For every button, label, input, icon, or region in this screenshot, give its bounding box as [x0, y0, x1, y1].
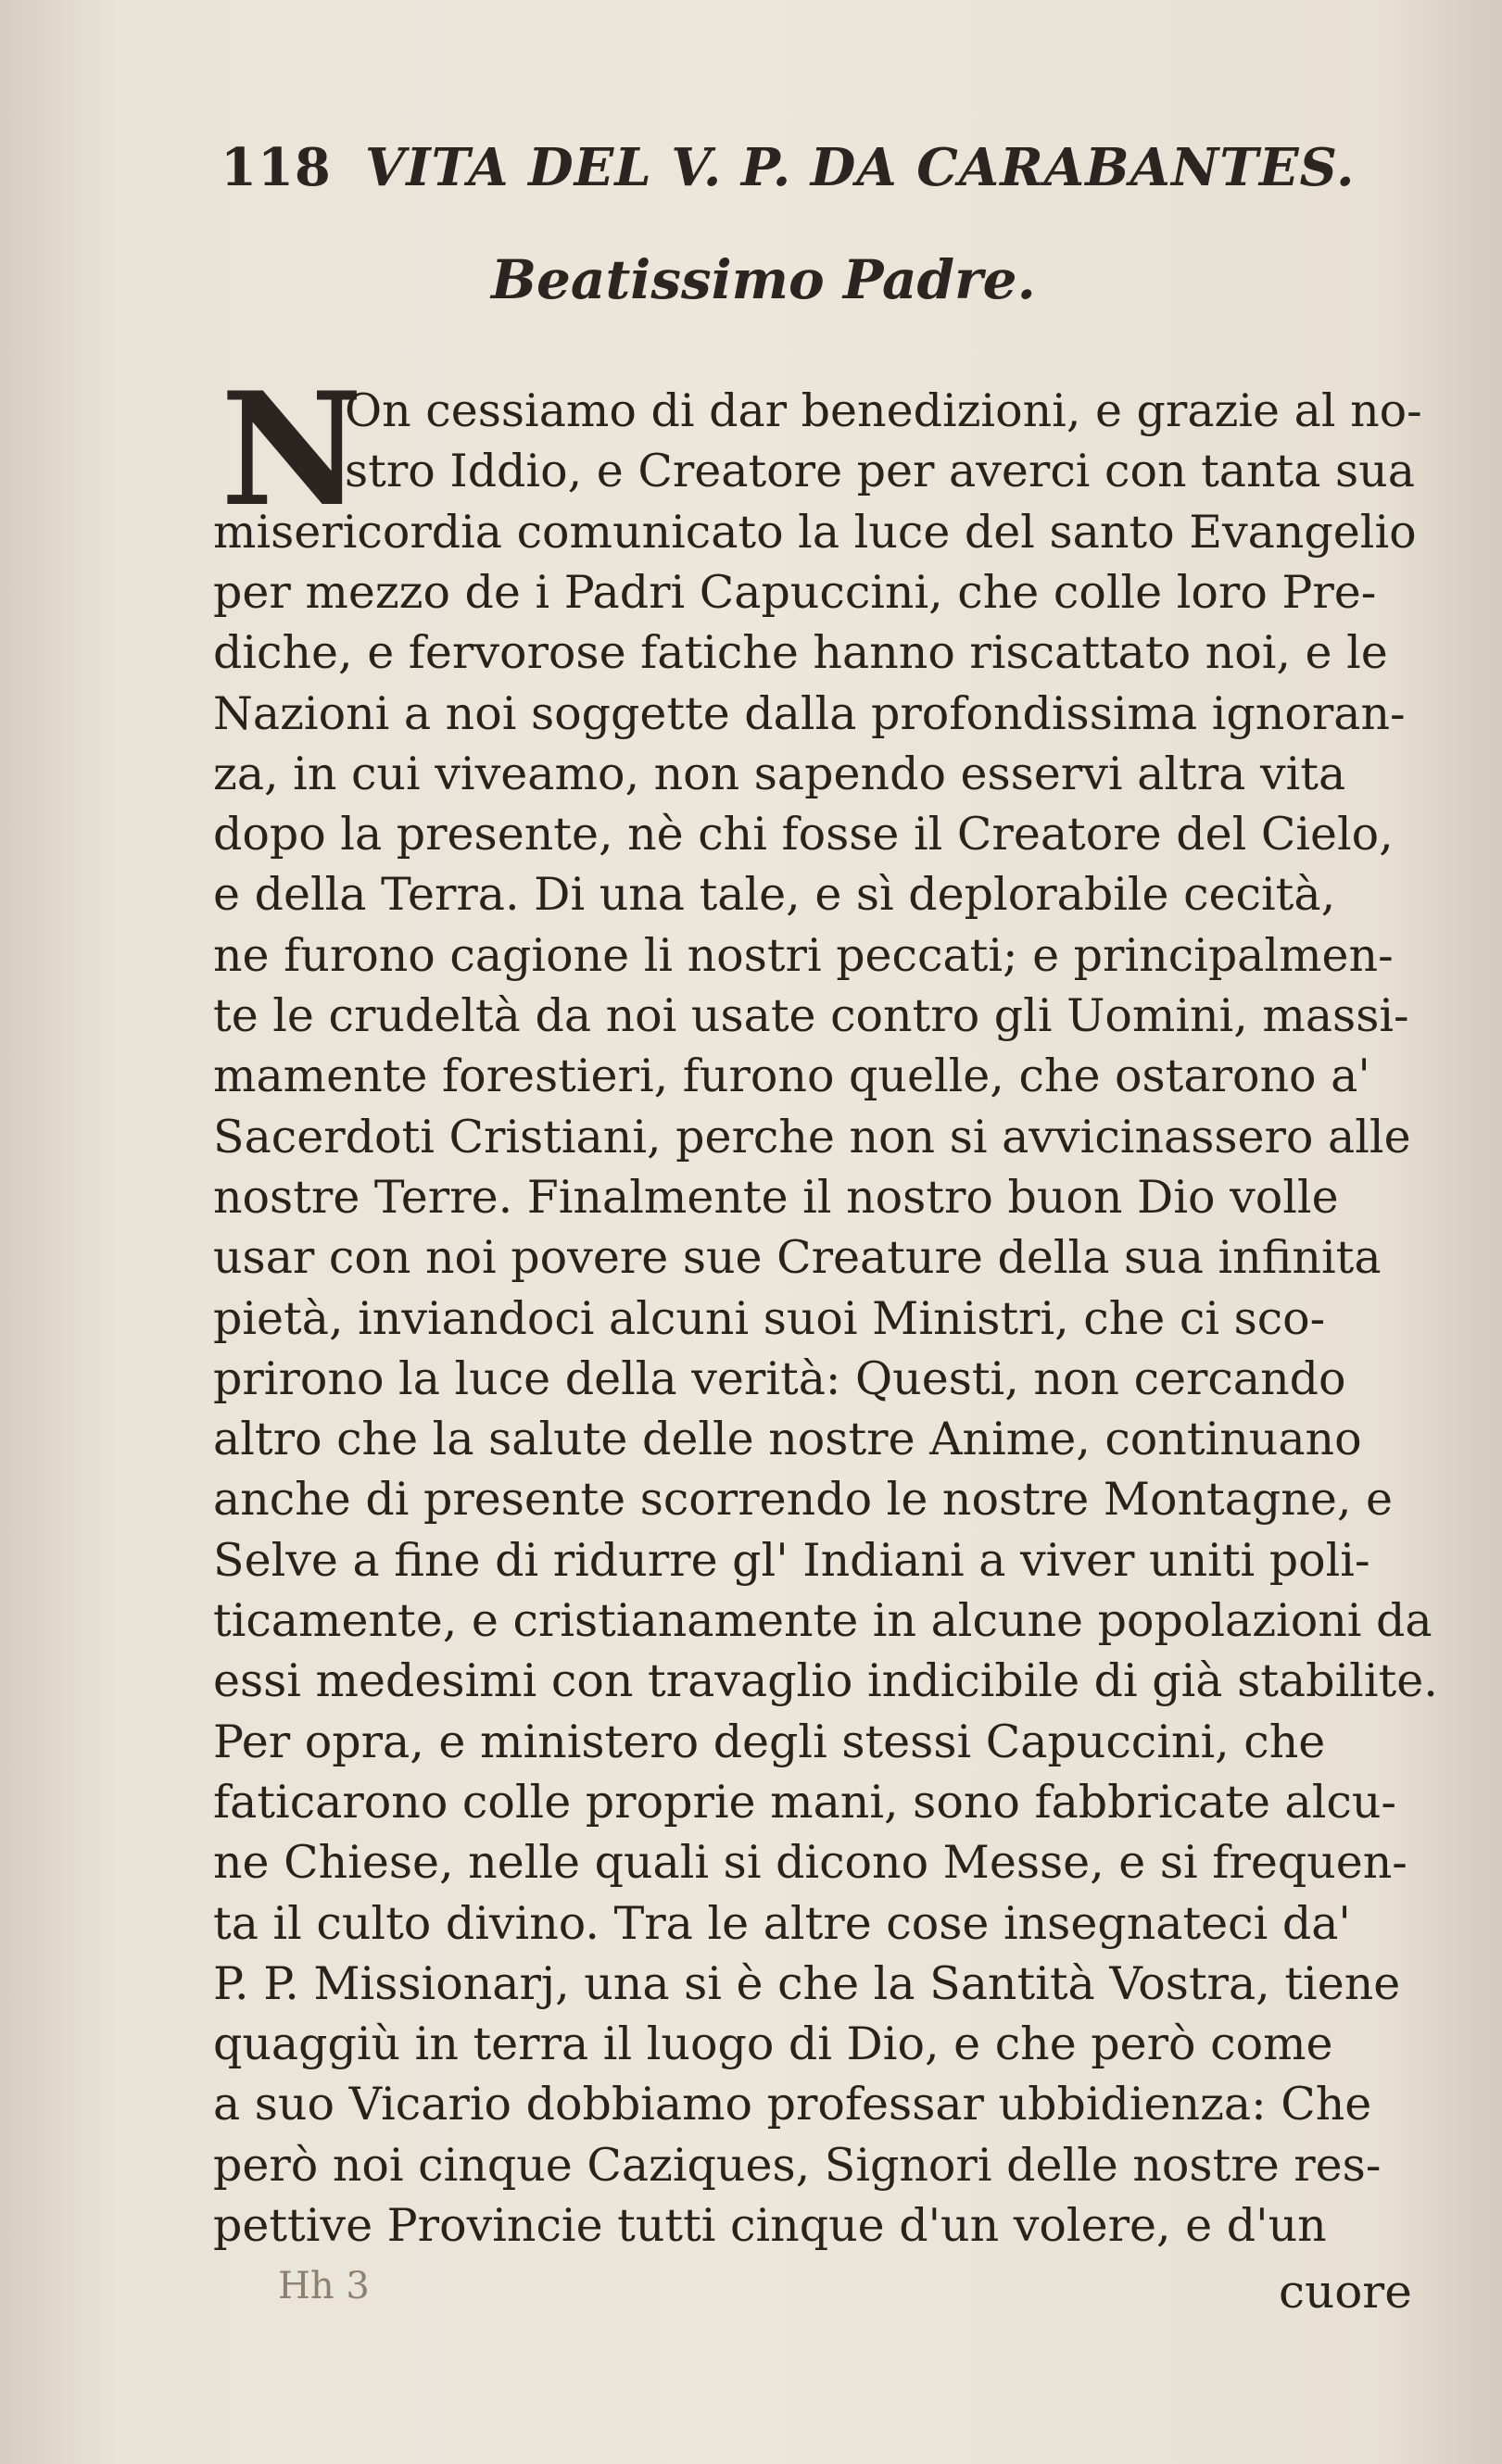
- text-line: Sacerdoti Cristiani, perche non si avvicinassero alle: [213, 1111, 1411, 1163]
- running-title: VITA DEL V. P. DA CARABANTES.: [364, 137, 1356, 198]
- text-line: misericordia comunicato la luce del santo Evangelio: [213, 506, 1417, 559]
- letter-salutation: Beatissimo Padre.: [491, 248, 1036, 311]
- text-line: te le crudeltà da noi usate contro gli Uomini, massi-: [213, 989, 1409, 1042]
- text-line: quaggiù in terra il luogo di Dio, e che però come: [213, 2018, 1333, 2070]
- text-line: prirono la luce della verità: Questi, non cercando: [213, 1352, 1346, 1405]
- page-number: 118: [221, 137, 332, 198]
- text-line: per mezzo de i Padri Capuccini, che colle loro Pre-: [213, 566, 1377, 619]
- text-line: za, in cui viveamo, non sapendo esservi altra vita: [213, 748, 1346, 800]
- text-line: ne furono cagione li nostri peccati; e principalmen-: [213, 929, 1394, 982]
- text-line: pietà, inviandoci alcuni suoi Ministri, che ci sco-: [213, 1292, 1326, 1345]
- text-line: a suo Vicario dobbiamo professar ubbidienza: Che: [213, 2078, 1372, 2131]
- text-line: Per opra, e ministero degli stessi Capuccini, che: [213, 1716, 1326, 1768]
- text-line: essi medesimi con travaglio indicibile di già stabilite.: [213, 1654, 1438, 1707]
- text-line: ticamente, e cristianamente in alcune popolazioni da: [213, 1594, 1433, 1647]
- text-line: Selve a fine di ridurre gl' Indiani a viver uniti poli-: [213, 1534, 1370, 1587]
- text-line: Nazioni a noi soggette dalla profondissima ignoran-: [213, 687, 1406, 740]
- text-line: diche, e fervorose fatiche hanno riscattato noi, e le: [213, 626, 1388, 679]
- text-line: nostre Terre. Finalmente il nostro buon Dio volle: [213, 1171, 1339, 1224]
- text-line: On cessiamo di dar benedizioni, e grazie al no-: [345, 384, 1422, 437]
- text-line: e della Terra. Di una tale, e sì deplorabile cecità,: [213, 868, 1336, 921]
- text-line: faticarono colle proprie mani, sono fabbricate alcu-: [213, 1776, 1396, 1829]
- text-line: mamente forestieri, furono quelle, che ostarono a': [213, 1050, 1370, 1102]
- text-line: pettive Provincie tutti cinque d'un volere, e d'un: [213, 2199, 1327, 2252]
- text-line: ta il culto divino. Tra le altre cose insegnateci da': [213, 1897, 1351, 1950]
- text-line: altro che la salute delle nostre Anime, continuano: [213, 1413, 1362, 1465]
- text-line: stro Iddio, e Creatore per averci con tanta sua: [345, 445, 1415, 497]
- drop-cap: N: [221, 358, 363, 541]
- text-line: però noi cinque Caziques, Signori delle nostre res-: [213, 2139, 1382, 2192]
- catchword: cuore: [1279, 2265, 1412, 2319]
- signature-mark: Hh 3: [278, 2265, 370, 2307]
- text-line: usar con noi povere sue Creature della sua infinita: [213, 1231, 1382, 1284]
- text-line: P. P. Missionarj, una si è che la Santità Vostra, tiene: [213, 1957, 1401, 2010]
- text-line: anche di presente scorrendo le nostre Montagne, e: [213, 1473, 1393, 1526]
- text-line: dopo la presente, nè chi fosse il Creatore del Cielo,: [213, 808, 1394, 861]
- text-line: ne Chiese, nelle quali si dicono Messe, e si frequen-: [213, 1836, 1407, 1889]
